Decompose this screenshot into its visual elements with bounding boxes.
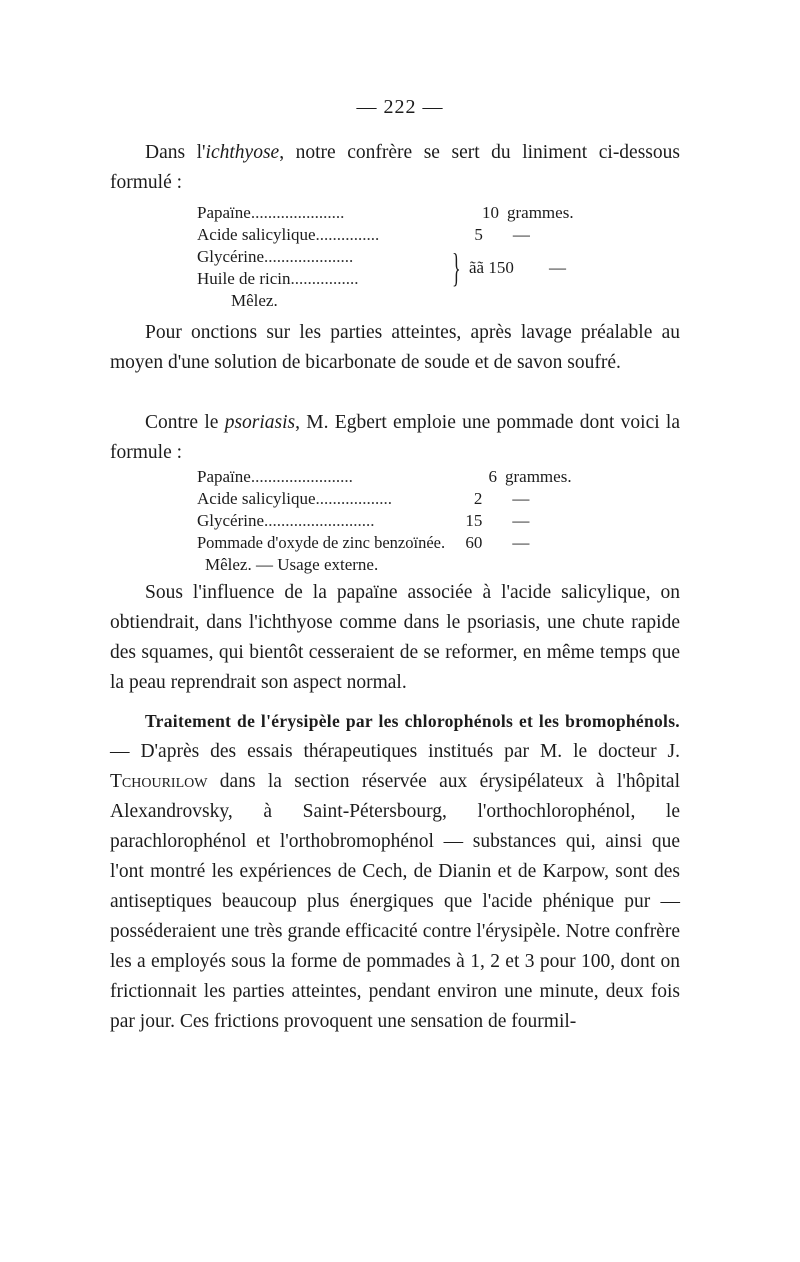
ingredient-name: Acide salicylique (197, 489, 316, 508)
ingredient-unit: — (512, 511, 530, 530)
recipe-row (197, 488, 617, 510)
para1-italic-term: ichthyose (205, 142, 280, 163)
para3-before: Contre le (145, 412, 225, 433)
ingredient-quantity: 6 (488, 467, 497, 486)
leader-dots: ..................... (264, 247, 354, 266)
recipe-row (197, 510, 617, 532)
group-unit: — (549, 258, 566, 277)
paragraph-ichthyose (110, 138, 680, 198)
paragraph-influence: Sous l'influence de la papaïne associée à l'acide salicylique, on obtiendrait, dans l'ichthyose comme dans le psoriasis, une chute rapide des squames, qui bientôt cesseraient de se reformer, en même temps que la peau reprendrait son aspect normal. (110, 582, 680, 693)
ingredient-unit: — (512, 489, 530, 508)
ingredient-unit: grammes. (505, 467, 572, 486)
paragraph-psoriasis (110, 408, 680, 468)
ingredient-name: Acide salicylique (197, 225, 316, 244)
ingredient-unit: — (512, 225, 530, 244)
ingredient-name: Huile de ricin (197, 269, 291, 288)
curly-brace: } (452, 245, 461, 290)
para1-before: Dans l' (145, 142, 206, 163)
ingredient-unit: grammes. (507, 203, 574, 222)
ingredient-quantity: 2 (473, 489, 483, 508)
section-text-before: — D'après des essais thérapeutiques institués par M. le docteur J. (110, 741, 680, 762)
section-heading: Traitement de l'érysipèle par les chlorophénols et les bromophénols. (145, 711, 680, 731)
para1-after: , notre confrère se sert du liniment ci-dessous formulé : (110, 142, 680, 193)
ingredient-quantity: 10 (482, 203, 499, 222)
para3-italic-term: psoriasis (224, 412, 296, 433)
recipe-row (197, 224, 617, 246)
ingredient-name: Pommade d'oxyde de zinc benzoïnée. (197, 533, 446, 552)
recipe-liniment (197, 202, 617, 312)
recipe-note: Mêlez. (231, 291, 278, 310)
leader-dots: .......................... (264, 511, 375, 530)
leader-dots: ................ (290, 269, 359, 288)
ingredient-unit: — (512, 533, 530, 552)
recipe-row (197, 202, 617, 224)
recipe-row (197, 532, 617, 554)
section-text-after: dans la section réservée aux érysipélateux à l'hôpital Alexandrovsky, à Saint-Pétersbourg, l'orthochlorophénol, le parachlorophénol et l'orthobromophénol — substances qui, ainsi que l'ont montré les expériences de Cech, de Dianin et de Karpow, sont des antiseptiques beaucoup plus énergiques que l'acide phénique pur — posséderaient une très grande efficacité contre l'érysipèle. Notre confrère les a employés sous la forme de pommades à 1, 2 et 3 pour 100, dont on frictionnait les parties atteintes, pendant environ une minute, deux fois par jour. Ces frictions provoquent une sensation de fourmil- (110, 771, 680, 1032)
recipe-pommade (197, 466, 617, 576)
page-number: — 222 — (356, 96, 444, 118)
ingredient-quantity: 15 (465, 511, 483, 530)
leader-dots: ............... (315, 225, 380, 244)
group-quantity: ãã 150 (469, 258, 514, 277)
leader-dots: .................. (315, 489, 392, 508)
recipe-note: Mêlez. — Usage externe. (205, 555, 379, 574)
ingredient-name: Glycérine (197, 247, 265, 266)
ingredient-quantity: 5 (474, 225, 483, 244)
ingredient-name: Papaïne (197, 203, 251, 222)
recipe-row (197, 466, 617, 488)
leader-dots: ...................... (250, 203, 345, 222)
ingredient-quantity: 60 (465, 533, 483, 552)
ingredient-name: Papaïne (197, 467, 251, 486)
paragraph-onctions: Pour onctions sur les parties atteintes, après lavage préalable au moyen d'une solution de bicarbonate de soude et de savon soufré. (110, 322, 680, 373)
para3-after: , M. Egbert emploie une pommade dont voici la formule : (110, 412, 680, 463)
leader-dots: ........................ (250, 467, 353, 486)
author-name: Tchourilow (110, 771, 208, 792)
recipe-brace-group (197, 246, 617, 290)
paragraph-erysipele (110, 706, 680, 1037)
ingredient-name: Glycérine (197, 511, 265, 530)
